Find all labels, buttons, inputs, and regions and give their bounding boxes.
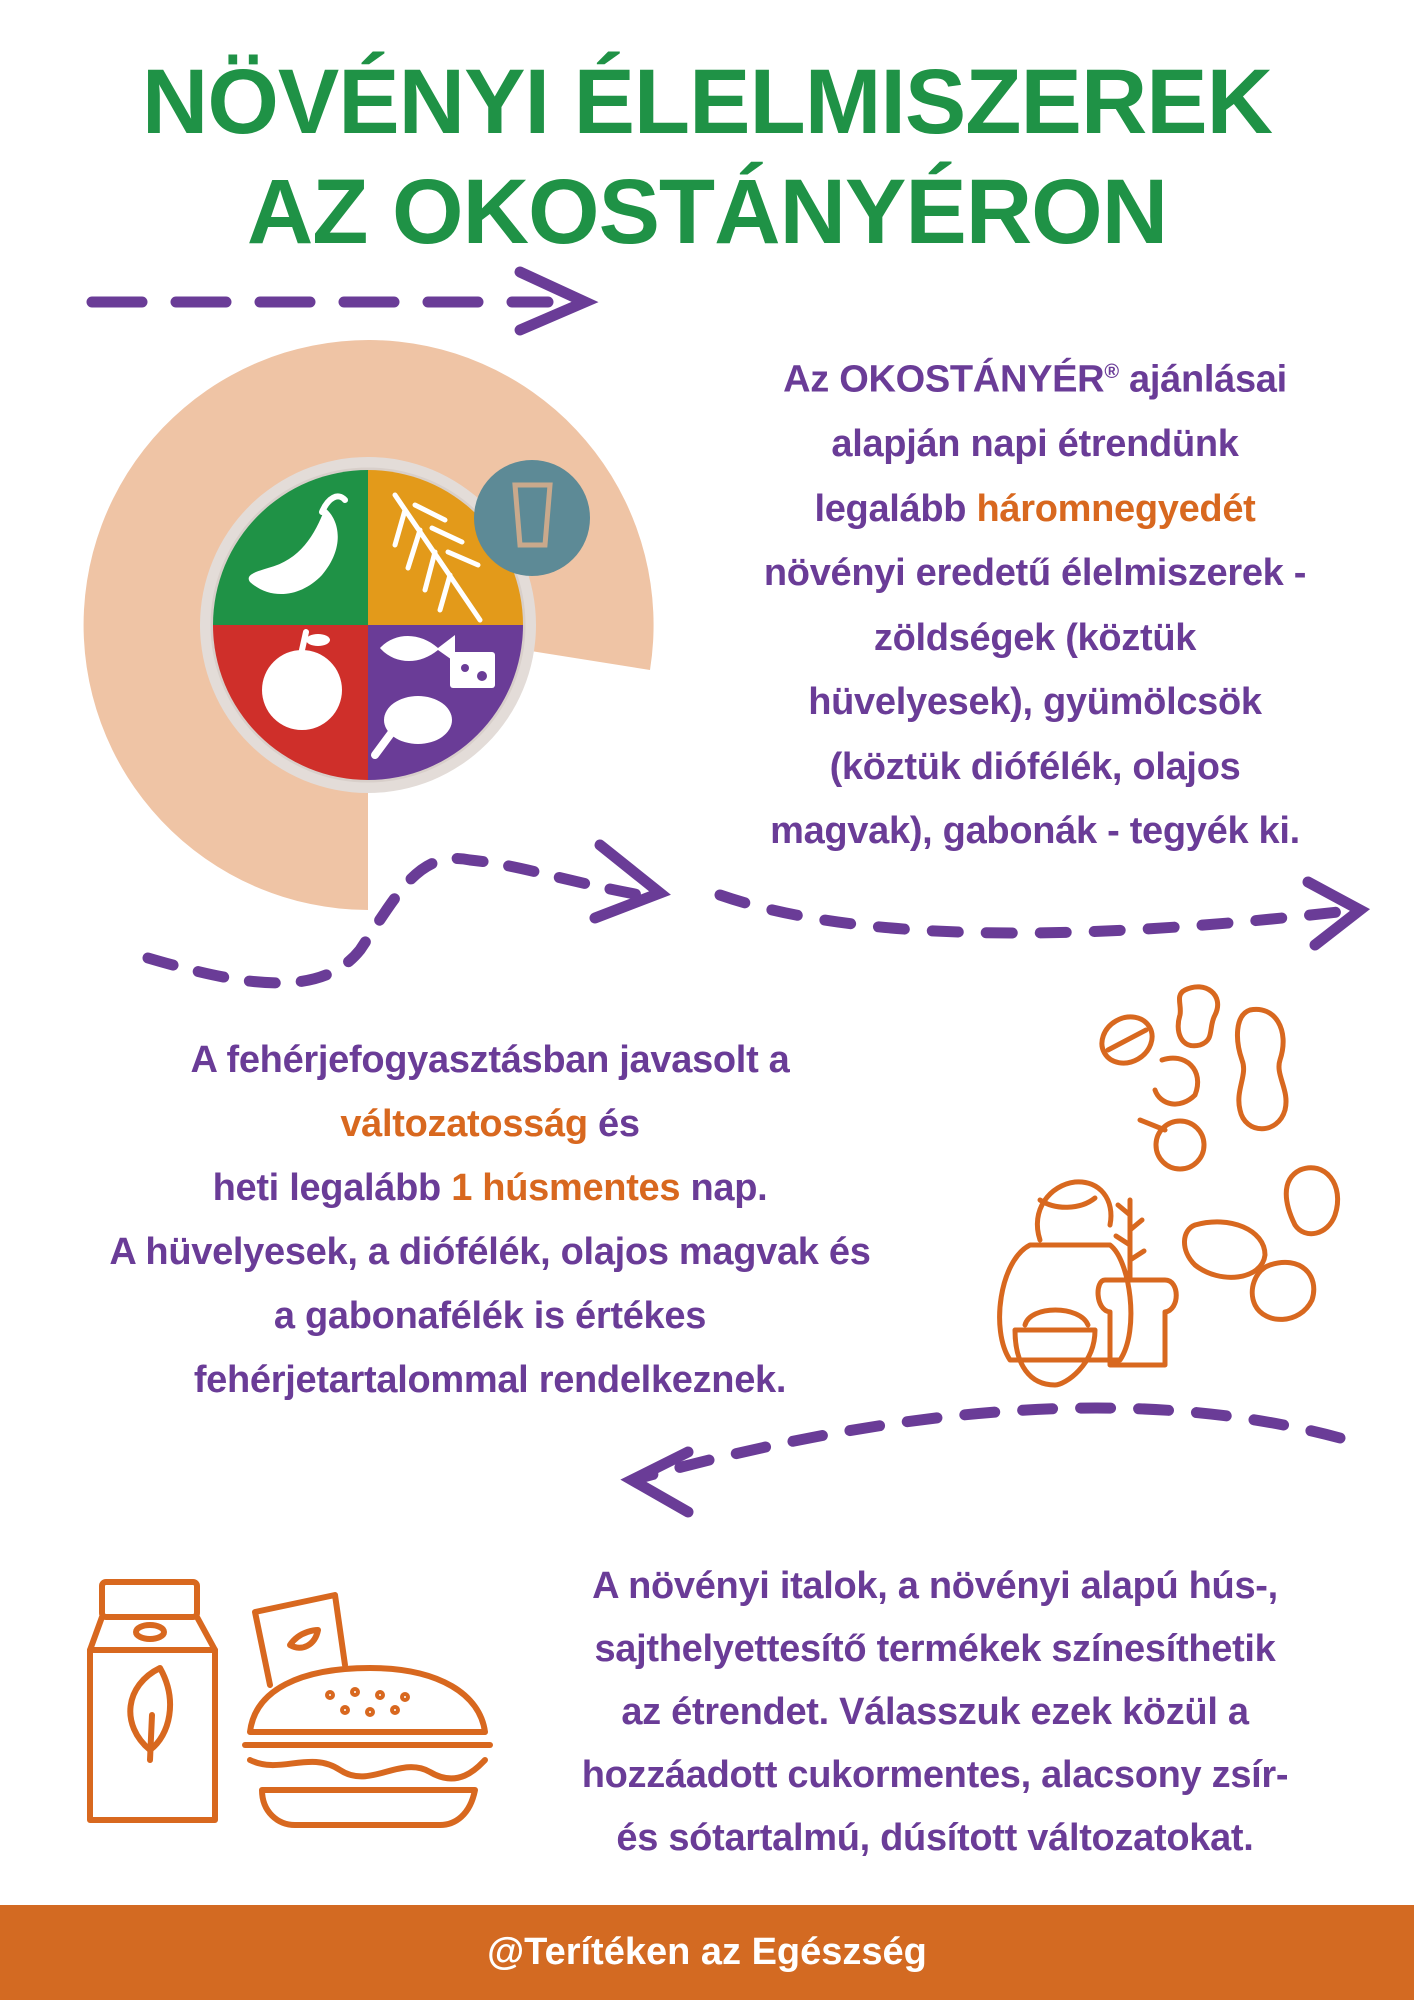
s3-line3: az étrendet. Válasszuk ezek közül a xyxy=(621,1691,1249,1733)
s2-line6: fehérjetartalommal rendelkeznek. xyxy=(193,1359,787,1401)
s2-line1: A fehérjefogyasztásban javasolt a xyxy=(190,1039,790,1081)
plant-drink-carton-icon xyxy=(90,1582,215,1820)
s2-line3-b: nap. xyxy=(680,1167,768,1209)
s2-highlight-valtozatossag: változatosság xyxy=(340,1103,588,1145)
plant-based-products-text xyxy=(505,1555,1365,1870)
s2-line2-b: és xyxy=(587,1103,640,1145)
flour-bread-icon xyxy=(1000,1182,1177,1385)
registered-mark: ® xyxy=(1104,361,1119,383)
s2-highlight-husmentes: 1 húsmentes xyxy=(451,1167,681,1209)
s2-line5: a gabonafélék is értékes xyxy=(273,1295,707,1337)
s1-line6: hüvelyesek), gyümölcsök xyxy=(808,681,1262,724)
dashed-arrow-top xyxy=(92,272,585,330)
s1-line3-a: legalább xyxy=(814,487,977,530)
s3-line5: és sótartalmú, dúsított változatokat. xyxy=(616,1817,1254,1859)
title-line-2: AZ OKOSTÁNYÉRON xyxy=(246,161,1168,263)
s2-line3-a: heti legalább xyxy=(212,1167,452,1209)
s1-line2: alapján napi étrendünk xyxy=(831,423,1239,466)
plate-icon xyxy=(84,340,654,910)
s1-line7: (köztük diófélék, olajos xyxy=(829,745,1241,788)
okostanyer-recommendation-text xyxy=(690,340,1380,864)
dashed-arrow-left xyxy=(632,1408,1340,1512)
s2-line4: A hüvelyesek, a diófélék, olajos magvak és xyxy=(109,1231,871,1273)
title-line-1: NÖVÉNYI ÉLELMISZEREK xyxy=(141,51,1273,153)
footer-handle: @Terítéken az Egészség xyxy=(0,1905,1414,2000)
s3-line1: A növényi italok, a növényi alapú hús-, xyxy=(592,1565,1278,1607)
s3-line4: hozzáadott cukormentes, alacsony zsír- xyxy=(581,1754,1289,1796)
s1-line5: zöldségek (köztük xyxy=(873,616,1197,659)
s3-line2: sajthelyettesítő termékek színesíthetik xyxy=(594,1628,1276,1670)
dashed-arrow-right xyxy=(720,882,1360,945)
s1-line1-b: ajánlásai xyxy=(1118,358,1287,401)
s1-line8: magvak), gabonák - tegyék ki. xyxy=(770,810,1300,853)
s1-highlight-haromnegyedet: háromnegyedét xyxy=(976,487,1256,530)
veggie-burger-icon xyxy=(245,1595,490,1825)
s1-line4: növényi eredetű élelmiszerek - xyxy=(763,552,1307,595)
s1-line1-a: Az OKOSTÁNYÉR xyxy=(783,358,1105,401)
protein-variety-text xyxy=(20,1028,960,1412)
drink-icon xyxy=(474,460,590,576)
